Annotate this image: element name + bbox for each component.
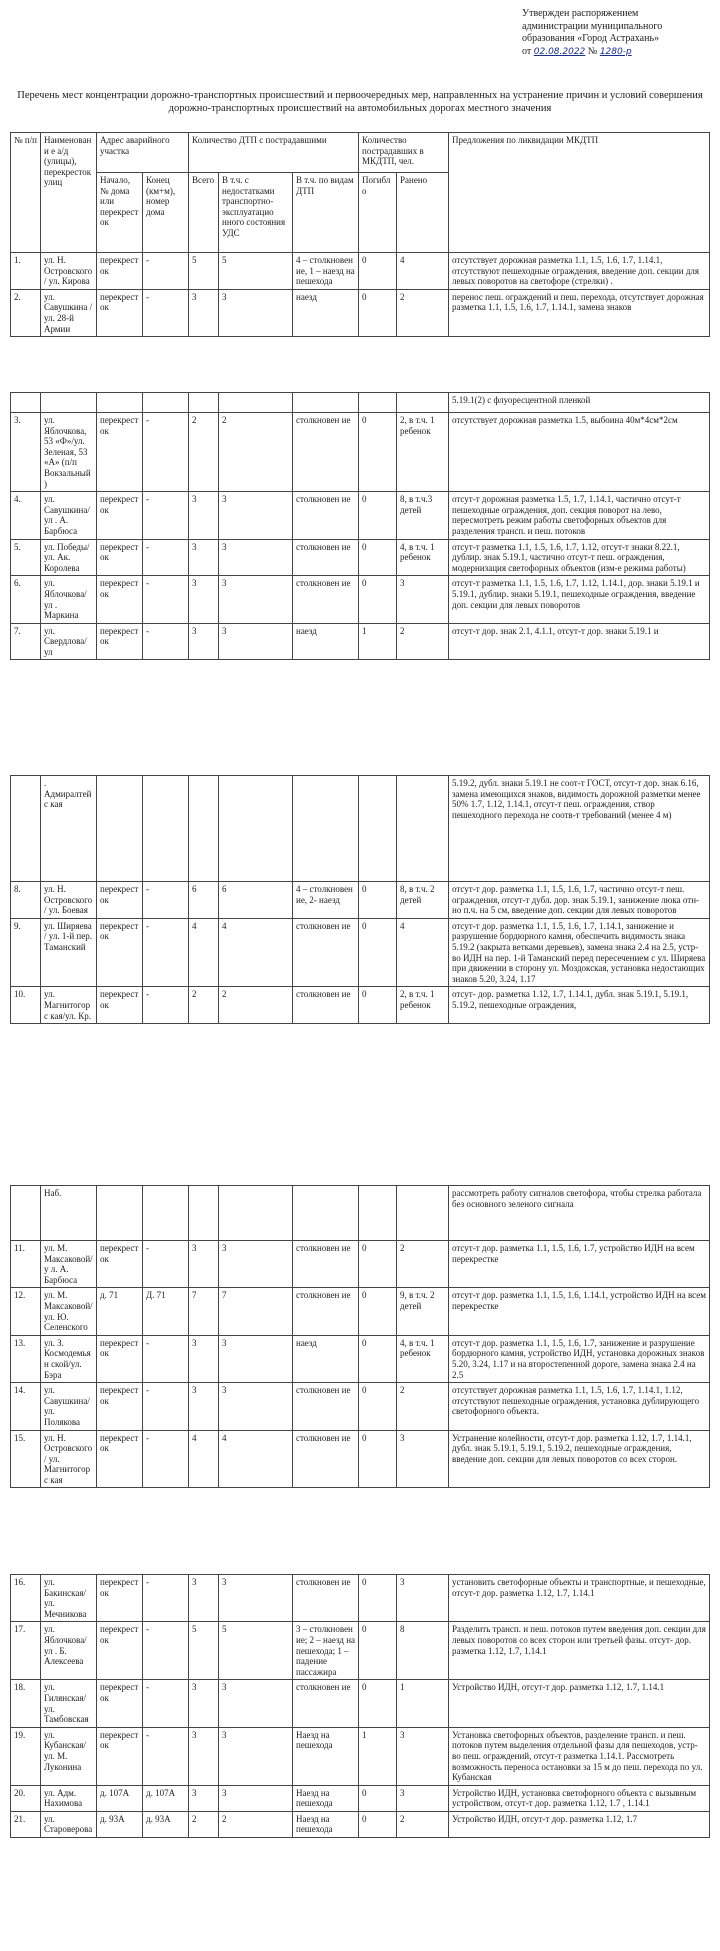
cell-name: ул. Савушкина / ул. 28-й Армии bbox=[41, 289, 97, 336]
cell-total: 5 bbox=[189, 253, 219, 290]
cell-udc: 5 bbox=[219, 1622, 293, 1680]
cell-name: ул. Савушкина/ул . А. Барбюса bbox=[41, 492, 97, 539]
approval-date-line bbox=[522, 46, 712, 59]
cell-name: ул. Ширяева / ул. 1-й пер. Таманский bbox=[41, 918, 97, 987]
cell-type: столкновен ие bbox=[293, 1288, 359, 1335]
cell-dead: 1 bbox=[359, 623, 397, 660]
continuation-measures: рассмотреть работу сигналов светофора, чтобы стрелка работала без основного зеленого сигнала bbox=[449, 1186, 710, 1241]
cell-end: - bbox=[143, 253, 189, 290]
cell-start: перекрест ок bbox=[97, 1335, 143, 1382]
cell-n: 14. bbox=[11, 1383, 41, 1430]
cell-udc: 3 bbox=[219, 1241, 293, 1288]
cell-udc: 3 bbox=[219, 1727, 293, 1785]
table-row bbox=[11, 1241, 710, 1288]
cell-end: - bbox=[143, 289, 189, 336]
approval-number-prefix: № bbox=[587, 45, 598, 57]
cell-dead: 0 bbox=[359, 1288, 397, 1335]
table-row bbox=[11, 492, 710, 539]
cell-measures: Установка светофорных объектов, разделение трансп. и пеш. потоков путем выделения отдельной фазы для пешеходов, устр-во пеш. ограждений, отсут-т разметка 1.14.1. Рассмотреть возможность переноса остановки за 15 м до пеш. перехода по ул. Кубанская bbox=[449, 1727, 710, 1785]
cell-inj: 4 bbox=[397, 253, 449, 290]
cell-type: Наезд на пешехода bbox=[293, 1785, 359, 1811]
cell-start: перекрест ок bbox=[97, 987, 143, 1024]
cell-udc: 2 bbox=[219, 1811, 293, 1837]
cell-end: - bbox=[143, 1383, 189, 1430]
cell-name: ул. Магнитогорс кая/ул. Кр. bbox=[41, 987, 97, 1024]
cell-start: перекрест ок bbox=[97, 413, 143, 492]
cell-type: столкновен ие bbox=[293, 1575, 359, 1622]
cell-total: 3 bbox=[189, 1241, 219, 1288]
cell-name: ул. Н. Островского/ ул. Боевая bbox=[41, 882, 97, 919]
cell-total: 3 bbox=[189, 1727, 219, 1785]
continuation-name: . Адмиралтейс кая bbox=[41, 776, 97, 882]
cell-total: 5 bbox=[189, 1622, 219, 1680]
cell-dead: 0 bbox=[359, 882, 397, 919]
cell-total: 2 bbox=[189, 987, 219, 1024]
continuation-row bbox=[11, 393, 710, 413]
cell-measures: отсут-т дор. разметка 1.1, 1.5, 1.6, 1.7, 1.14.1, занижение и разрушение бордюрного камня, обеспечить видимость знака 5.19.2 (закрыта ветками деревьев), замена знака 2.4 на 2.5, устр-во ИДН на пер. 1-й Таманский перед пересечением с ул. Ширяева при движении в сторону ул. Моздокская, установка недостающих знаков 5.20, 3.24, 1.17 bbox=[449, 918, 710, 987]
cell-n: 13. bbox=[11, 1335, 41, 1382]
cell-n: 20. bbox=[11, 1785, 41, 1811]
cell-name: ул. Савушкина/ ул. Полякова bbox=[41, 1383, 97, 1430]
cell-inj: 3 bbox=[397, 1430, 449, 1488]
table-row bbox=[11, 1811, 710, 1837]
table-row bbox=[11, 918, 710, 987]
cell-n: 18. bbox=[11, 1680, 41, 1727]
continuation-row bbox=[11, 1186, 710, 1241]
measures-table-page-2 bbox=[10, 392, 710, 660]
cell-n: 5. bbox=[11, 539, 41, 576]
cell-end: - bbox=[143, 1727, 189, 1785]
cell-dead: 0 bbox=[359, 1622, 397, 1680]
cell-n: 1. bbox=[11, 253, 41, 290]
cell-inj: 2 bbox=[397, 289, 449, 336]
cell-name: ул. Победы/ул. Ак. Королева bbox=[41, 539, 97, 576]
cell-start: перекрест ок bbox=[97, 576, 143, 623]
table-row bbox=[11, 1680, 710, 1727]
cell-dead: 0 bbox=[359, 492, 397, 539]
approval-date: 02.08.2022 bbox=[533, 46, 586, 57]
table-row bbox=[11, 1430, 710, 1488]
cell-n: 4. bbox=[11, 492, 41, 539]
table-row bbox=[11, 1622, 710, 1680]
cell-inj: 9, в т.ч. 2 детей bbox=[397, 1288, 449, 1335]
cell-start: перекрест ок bbox=[97, 1727, 143, 1785]
cell-end: д. 93А bbox=[143, 1811, 189, 1837]
cell-udc: 3 bbox=[219, 539, 293, 576]
cell-udc: 3 bbox=[219, 1680, 293, 1727]
approval-line-3: образования «Город Астрахань» bbox=[522, 33, 660, 44]
cell-name: ул. М. Максаковой/у л. А. Барбюса bbox=[41, 1241, 97, 1288]
measures-table-page-5 bbox=[10, 1574, 710, 1838]
table-row bbox=[11, 289, 710, 336]
cell-inj: 8, в т.ч.3 детей bbox=[397, 492, 449, 539]
header-name: Наименовани е а/д (улицы), перекресток улиц bbox=[41, 133, 97, 253]
cell-type: наезд bbox=[293, 289, 359, 336]
cell-dead: 0 bbox=[359, 1335, 397, 1382]
cell-udc: 4 bbox=[219, 918, 293, 987]
cell-end: - bbox=[143, 576, 189, 623]
cell-n: 12. bbox=[11, 1288, 41, 1335]
cell-measures: отсутствует дорожная разметка 1.1, 1.5, 1.6, 1.7, 1.14.1, 1.12, отсутствуют пешеходные ограждения, установка дублирующего светофорного объекта. bbox=[449, 1383, 710, 1430]
cell-total: 3 bbox=[189, 539, 219, 576]
cell-dead: 0 bbox=[359, 1785, 397, 1811]
cell-type: столкновен ие bbox=[293, 576, 359, 623]
cell-name: ул. З. Космодемьян ской/ул. Бэра bbox=[41, 1335, 97, 1382]
cell-start: перекрест ок bbox=[97, 1575, 143, 1622]
cell-name: ул. М. Максаковой/ ул. Ю. Селенского bbox=[41, 1288, 97, 1335]
cell-inj: 2, в т.ч. 1 ребенок bbox=[397, 987, 449, 1024]
cell-udc: 3 bbox=[219, 289, 293, 336]
cell-name: ул. Свердлова/ул bbox=[41, 623, 97, 660]
cell-udc: 5 bbox=[219, 253, 293, 290]
cell-dead: 0 bbox=[359, 1575, 397, 1622]
cell-total: 6 bbox=[189, 882, 219, 919]
cell-total: 2 bbox=[189, 413, 219, 492]
cell-n: 10. bbox=[11, 987, 41, 1024]
cell-udc: 3 bbox=[219, 492, 293, 539]
header-udc: В т.ч. с недостатками транспортно-эксплуатацио нного состояния УДС bbox=[219, 173, 293, 253]
cell-start: перекрест ок bbox=[97, 492, 143, 539]
cell-n: 3. bbox=[11, 413, 41, 492]
cell-start: перекрест ок bbox=[97, 882, 143, 919]
cell-name: ул. Н. Островского/ ул. Кирова bbox=[41, 253, 97, 290]
cell-udc: 3 bbox=[219, 576, 293, 623]
cell-start: д. 93А bbox=[97, 1811, 143, 1837]
table-row bbox=[11, 1335, 710, 1382]
cell-udc: 4 bbox=[219, 1430, 293, 1488]
cell-measures: отсут-т дор. разметка 1.1, 1.5, 1.6, 1.14.1, устройство ИДН на всем перекрестке bbox=[449, 1288, 710, 1335]
cell-total: 3 bbox=[189, 576, 219, 623]
document-title: Перечень мест концентрации дорожно-транспортных происшествий и первоочередных мер, направленных на устранение причин и условий совершения дорожно-транспортных происшествий на автомобильных дорогах местного значения bbox=[17, 90, 703, 114]
cell-inj: 2 bbox=[397, 623, 449, 660]
header-types: В т.ч. по видам ДТП bbox=[293, 173, 359, 253]
header-victims: Количество пострадавших в МКДТП, чел. bbox=[359, 133, 449, 173]
cell-end: - bbox=[143, 539, 189, 576]
cell-end: Д. 71 bbox=[143, 1288, 189, 1335]
table-row bbox=[11, 413, 710, 492]
header-total: Всего bbox=[189, 173, 219, 253]
cell-inj: 2 bbox=[397, 1241, 449, 1288]
cell-udc: 3 bbox=[219, 1575, 293, 1622]
cell-inj: 2 bbox=[397, 1811, 449, 1837]
table-row bbox=[11, 882, 710, 919]
cell-measures: отсут-т дорожная разметка 1.5, 1.7, 1.14.1, частично отсут-т пешеходные ограждения, доп. секция поворот на лево, пересмотреть режим работы светофорных объектов для разделения трансп. и пеш. потоков bbox=[449, 492, 710, 539]
cell-dead: 0 bbox=[359, 289, 397, 336]
cell-total: 3 bbox=[189, 289, 219, 336]
cell-start: перекрест ок bbox=[97, 1680, 143, 1727]
cell-dead: 0 bbox=[359, 1241, 397, 1288]
cell-dead: 0 bbox=[359, 918, 397, 987]
cell-n: 19. bbox=[11, 1727, 41, 1785]
cell-total: 3 bbox=[189, 1383, 219, 1430]
cell-total: 3 bbox=[189, 1335, 219, 1382]
cell-measures: установить светофорные объекты и транспортные, и пешеходные, отсут-т дор. разметка 1.12, 1.7, 1.14.1 bbox=[449, 1575, 710, 1622]
cell-total: 3 bbox=[189, 1680, 219, 1727]
cell-start: перекрест ок bbox=[97, 1241, 143, 1288]
table-row bbox=[11, 1575, 710, 1622]
cell-dead: 0 bbox=[359, 253, 397, 290]
cell-total: 3 bbox=[189, 1785, 219, 1811]
cell-udc: 7 bbox=[219, 1288, 293, 1335]
cell-type: столкновен ие bbox=[293, 1680, 359, 1727]
cell-dead: 0 bbox=[359, 576, 397, 623]
cell-name: ул. Яблочкова/ул . Б. Алексеева bbox=[41, 1622, 97, 1680]
cell-type: столкновен ие bbox=[293, 987, 359, 1024]
cell-end: - bbox=[143, 623, 189, 660]
cell-end: - bbox=[143, 413, 189, 492]
cell-n: 17. bbox=[11, 1622, 41, 1680]
cell-name: ул. Яблочкова/ул . Маркина bbox=[41, 576, 97, 623]
cell-end: - bbox=[143, 918, 189, 987]
cell-dead: 0 bbox=[359, 413, 397, 492]
cell-n: 15. bbox=[11, 1430, 41, 1488]
cell-end: - bbox=[143, 1430, 189, 1488]
cell-total: 4 bbox=[189, 1430, 219, 1488]
cell-type: 4 – столкновен ие, 1 – наезд на пешехода bbox=[293, 253, 359, 290]
header-measures: Предложения по ликвидации МКДТП bbox=[449, 133, 710, 253]
table-row bbox=[11, 1288, 710, 1335]
cell-dead: 0 bbox=[359, 1383, 397, 1430]
cell-inj: 3 bbox=[397, 1727, 449, 1785]
cell-inj: 3 bbox=[397, 1575, 449, 1622]
cell-start: перекрест ок bbox=[97, 918, 143, 987]
cell-end: - bbox=[143, 492, 189, 539]
cell-measures: отсут- дор. разметка 1.12, 1.7, 1.14.1, дубл. знак 5.19.1, 5.19.1, 5.19.2, пешеходные ограждения, bbox=[449, 987, 710, 1024]
cell-measures: отсут-т дор. разметка 1.1, 1.5, 1.6, 1.7, частично отсут-т пеш. ограждения, отсут-т дубл. дор. знак 5.19.1, занижение люка отн-но п.ч. на 5 см, введение доп. секции для левых поворотов bbox=[449, 882, 710, 919]
cell-measures: Устройство ИДН, отсут-т дор. разметка 1.12, 1.7, 1.14.1 bbox=[449, 1680, 710, 1727]
cell-type: столкновен ие bbox=[293, 1383, 359, 1430]
cell-measures: Устройство ИДН, установка светофорного объекта с вызывным устройством, отсут-т дор. разметка 1.12, 1.7 , 1.14.1 bbox=[449, 1785, 710, 1811]
cell-measures: Разделить трансп. и пеш. потоков путем введения доп. секции для левых поворотов со всех сторон или третьей фазы. отсут- дор. разметка 1.12, 1.7, 1.14.1 bbox=[449, 1622, 710, 1680]
cell-udc: 6 bbox=[219, 882, 293, 919]
cell-name: ул. Яблочкова, 53 «Ф»/ул. Зеленая, 53 «А» (п/п Вокзальный) bbox=[41, 413, 97, 492]
table-row bbox=[11, 1383, 710, 1430]
cell-start: д. 71 bbox=[97, 1288, 143, 1335]
cell-total: 4 bbox=[189, 918, 219, 987]
cell-type: столкновен ие bbox=[293, 918, 359, 987]
cell-dead: 0 bbox=[359, 1430, 397, 1488]
table-row bbox=[11, 623, 710, 660]
cell-measures: отсут-т разметка 1.1, 1.5, 1.6, 1.7, 1.12, отсут-т знаки 8.22.1, дублир. знак 5.19.1, частично отсут-т пеш. ограждения, модернизация светофорных объектов (изм-е режима работы) bbox=[449, 539, 710, 576]
cell-name: ул. Староверова bbox=[41, 1811, 97, 1837]
cell-start: перекрест ок bbox=[97, 1622, 143, 1680]
cell-type: столкновен ие bbox=[293, 1430, 359, 1488]
header-dtp: Количество ДТП с пострадавшими bbox=[189, 133, 359, 173]
table-row bbox=[11, 539, 710, 576]
approval-number: 1280-р bbox=[599, 46, 632, 57]
cell-end: - bbox=[143, 882, 189, 919]
cell-type: столкновен ие bbox=[293, 413, 359, 492]
cell-total: 7 bbox=[189, 1288, 219, 1335]
cell-measures: отсутствует дорожная разметка 1.1, 1.5, 1.6, 1.7, 1.14.1, отсутствуют пешеходные ограждения, введение доп. секции для левых поворотов на светофоре (стрелки) . bbox=[449, 253, 710, 290]
approval-line-2: администрации муниципального bbox=[522, 20, 663, 32]
cell-dead: 0 bbox=[359, 987, 397, 1024]
cell-udc: 3 bbox=[219, 1383, 293, 1430]
cell-inj: 2 bbox=[397, 1383, 449, 1430]
cell-measures: Устройство ИДН, отсут-т дор. разметка 1.12, 1.7 bbox=[449, 1811, 710, 1837]
cell-dead: 0 bbox=[359, 1811, 397, 1837]
cell-inj: 4, в т.ч. 1 ребенок bbox=[397, 539, 449, 576]
cell-dead: 1 bbox=[359, 1727, 397, 1785]
cell-dead: 0 bbox=[359, 1680, 397, 1727]
cell-measures: отсут-т дор. разметка 1.1, 1.5, 1.6, 1.7, устройство ИДН на всем перекрестке bbox=[449, 1241, 710, 1288]
header-address: Адрес аварийного участка bbox=[97, 133, 189, 173]
cell-inj: 4 bbox=[397, 918, 449, 987]
cell-end: - bbox=[143, 1575, 189, 1622]
cell-measures: отсут-т разметка 1.1, 1.5, 1.6, 1.7, 1.12, 1.14.1, дор. знаки 5.19.1 и 5.19.1, дублир. знаки 5.19.1, пешеходные ограждения, введение доп. секции для левых поворотов bbox=[449, 576, 710, 623]
cell-n: 9. bbox=[11, 918, 41, 987]
cell-dead: 0 bbox=[359, 539, 397, 576]
cell-type: 3 – столкновен ие; 2 – наезд на пешехода; 1 – падение пассажира bbox=[293, 1622, 359, 1680]
cell-inj: 1 bbox=[397, 1680, 449, 1727]
cell-start: перекрест ок bbox=[97, 1430, 143, 1488]
cell-start: перекрест ок bbox=[97, 1383, 143, 1430]
cell-start: перекрест ок bbox=[97, 539, 143, 576]
cell-measures: Устранение колейности, отсут-т дор. разметка 1.12, 1.7, 1.14.1, дубл. знак 5.19.1, 5.19.1, 5.19.2, пешеходные ограждения, введение доп. секции для левых поворотов со всех сторон. bbox=[449, 1430, 710, 1488]
cell-start: перекрест ок bbox=[97, 623, 143, 660]
cell-start: д. 107А bbox=[97, 1785, 143, 1811]
cell-type: Наезд на пешехода bbox=[293, 1811, 359, 1837]
cell-measures: перенос пеш. ограждений и пеш. перехода, отсутствует дорожная разметка 1.1, 1.5, 1.6, 1.7, 1.14.1, замена знаков bbox=[449, 289, 710, 336]
table-row bbox=[11, 576, 710, 623]
cell-total: 2 bbox=[189, 1811, 219, 1837]
cell-name: ул. Н. Островского/ ул. Магнитогорс кая bbox=[41, 1430, 97, 1488]
header-dead: Погибло bbox=[359, 173, 397, 253]
cell-measures: отсут-т дор. знак 2.1, 4.1.1, отсут-т дор. знаки 5.19.1 и bbox=[449, 623, 710, 660]
cell-n: 11. bbox=[11, 1241, 41, 1288]
cell-type: наезд bbox=[293, 1335, 359, 1382]
cell-inj: 4, в т.ч. 1 ребенок bbox=[397, 1335, 449, 1382]
approval-date-prefix: от bbox=[522, 45, 532, 57]
cell-end: д. 107А bbox=[143, 1785, 189, 1811]
cell-name: ул. Гилянская/ул. Тамбовская bbox=[41, 1680, 97, 1727]
continuation-row bbox=[11, 776, 710, 882]
header-end: Конец (км+м), номер дома bbox=[143, 173, 189, 253]
continuation-measures: 5.19.2, дубл. знаки 5.19.1 не соот-т ГОСТ, отсут-т дор. знак 6.16, замена имеющихся знаков, видимость дорожной разметки менее 50% 1.7, 1.12, 1.14.1, отсут-т пеш. ограждения, створ пешеходного перехода не соотв-т требований (менее 4 м) bbox=[449, 776, 710, 882]
approval-stamp bbox=[522, 8, 712, 58]
cell-type: наезд bbox=[293, 623, 359, 660]
cell-end: - bbox=[143, 1241, 189, 1288]
cell-end: - bbox=[143, 1622, 189, 1680]
cell-udc: 3 bbox=[219, 623, 293, 660]
cell-inj: 2, в т.ч. 1 ребенок bbox=[397, 413, 449, 492]
cell-measures: отсут-т дор. разметка 1.1, 1.5, 1.6, 1.7, занижение и разрушение бордюрного камня, устройство ИДН, установка дорожных знаков 5.20, 3.24, 1.17 и на второстепенной дороге, замена знака 2.4 на 2.5 bbox=[449, 1335, 710, 1382]
cell-start: перекрест ок bbox=[97, 289, 143, 336]
continuation-name: Наб. bbox=[41, 1186, 97, 1241]
cell-inj: 8 bbox=[397, 1622, 449, 1680]
table-row bbox=[11, 1785, 710, 1811]
cell-type: 4 – столкновен ие, 2- наезд bbox=[293, 882, 359, 919]
table-row bbox=[11, 253, 710, 290]
cell-total: 3 bbox=[189, 623, 219, 660]
cell-inj: 3 bbox=[397, 1785, 449, 1811]
cell-udc: 3 bbox=[219, 1785, 293, 1811]
cell-total: 3 bbox=[189, 1575, 219, 1622]
cell-end: - bbox=[143, 1335, 189, 1382]
cell-n: 2. bbox=[11, 289, 41, 336]
approval-line-1: Утвержден распоряжением bbox=[522, 8, 639, 19]
cell-type: столкновен ие bbox=[293, 539, 359, 576]
cell-name: ул. Адм. Нахимова bbox=[41, 1785, 97, 1811]
cell-end: - bbox=[143, 987, 189, 1024]
cell-end: - bbox=[143, 1680, 189, 1727]
table-row bbox=[11, 1727, 710, 1785]
cell-inj: 8, в т.ч. 2 детей bbox=[397, 882, 449, 919]
cell-n: 16. bbox=[11, 1575, 41, 1622]
cell-type: столкновен ие bbox=[293, 1241, 359, 1288]
cell-start: перекрест ок bbox=[97, 253, 143, 290]
header-num: № п/п bbox=[11, 133, 41, 253]
cell-udc: 3 bbox=[219, 1335, 293, 1382]
cell-udc: 2 bbox=[219, 413, 293, 492]
cell-type: столкновен ие bbox=[293, 492, 359, 539]
continuation-measures: 5.19.1(2) с флуоресцентной пленкой bbox=[449, 393, 710, 413]
measures-table-page-4 bbox=[10, 1185, 710, 1488]
cell-udc: 2 bbox=[219, 987, 293, 1024]
table-row bbox=[11, 987, 710, 1024]
cell-n: 6. bbox=[11, 576, 41, 623]
cell-type: Наезд на пешехода bbox=[293, 1727, 359, 1785]
cell-n: 8. bbox=[11, 882, 41, 919]
cell-measures: отсутствует дорожная разметка 1.5, выбоина 40м*4см*2см bbox=[449, 413, 710, 492]
cell-name: ул. Бакинская/ул. Мечникова bbox=[41, 1575, 97, 1622]
header-injured: Ранено bbox=[397, 173, 449, 253]
measures-table-page-3 bbox=[10, 775, 710, 1024]
cell-n: 21. bbox=[11, 1811, 41, 1837]
measures-table-page-1 bbox=[10, 132, 710, 337]
header-start: Начало, № дома или перекрест ок bbox=[97, 173, 143, 253]
cell-total: 3 bbox=[189, 492, 219, 539]
cell-inj: 3 bbox=[397, 576, 449, 623]
cell-name: ул. Кубанская/ул. М. Луконина bbox=[41, 1727, 97, 1785]
cell-n: 7. bbox=[11, 623, 41, 660]
